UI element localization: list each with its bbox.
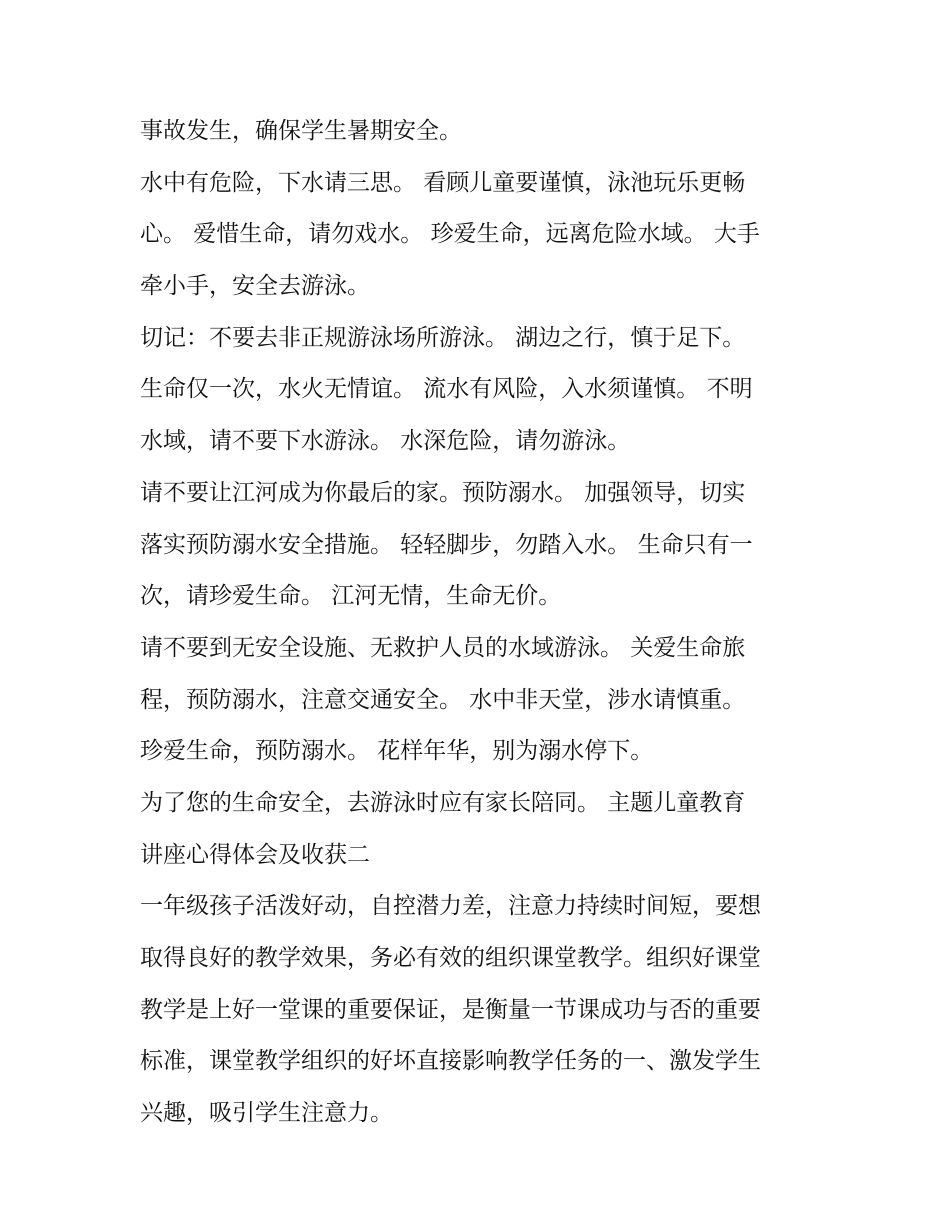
document-body — [140, 108, 830, 1142]
text-line-7: 水域，请不要下水游泳。 水深危险，请勿游泳。 — [140, 428, 631, 455]
text-line-13: 珍爱生命，预防溺水。 花样年华，别为溺水停下。 — [140, 738, 654, 765]
text-line-17: 取得良好的教学效果，务必有效的组织课堂教学。组织好课堂 — [140, 945, 761, 971]
text-line-5: 切记：不要去非正规游泳场所游泳。 湖边之行，慎于足下。 — [140, 324, 746, 351]
text-line-1: 事故发生，确保学生暑期安全。 — [140, 118, 462, 144]
text-line-4: 牵小手，安全去游泳。 — [140, 273, 370, 300]
text-line-2: 水中有危险，下水请三思。 看顾儿童要谨慎，泳池玩乐更畅 — [140, 169, 746, 196]
text-line-15: 讲座心得体会及收获二 — [140, 841, 370, 868]
text-line-20: 兴趣，吸引学生注意力。 — [140, 1100, 393, 1127]
text-line-8: 请不要让江河成为你最后的家。预防溺水。 加强领导，切实 — [140, 479, 746, 506]
text-line-19: 标准，课堂教学组织的好坏直接影响教学任务的一、激发学生 — [140, 1048, 761, 1075]
text-line-10: 次，请珍爱生命。 江河无情，生命无价。 — [140, 583, 562, 610]
text-line-11: 请不要到无安全设施、无救护人员的水域游泳。 关爱生命旅 — [140, 634, 746, 661]
text-line-3: 心。 爱惜生命，请勿戏水。 珍爱生命，远离危险水域。 大手 — [140, 221, 760, 248]
text-line-9: 落实预防溺水安全措施。 轻轻脚步，勿踏入水。 生命只有一 — [140, 531, 753, 558]
text-line-14: 为了您的生命安全，去游泳时应有家长陪同。 主题儿童教育 — [140, 789, 746, 816]
text-line-18: 教学是上好一堂课的重要保证，是衡量一节课成功与否的重要 — [140, 996, 761, 1023]
text-line-16: 一年级孩子活泼好动，自控潜力差，注意力持续时间短，要想 — [140, 893, 761, 920]
text-line-6: 生命仅一次，水火无情谊。 流水有风险，入水须谨慎。 不明 — [140, 376, 753, 403]
text-line-12: 程，预防溺水，注意交通安全。 水中非天堂，涉水请慎重。 — [140, 686, 746, 713]
